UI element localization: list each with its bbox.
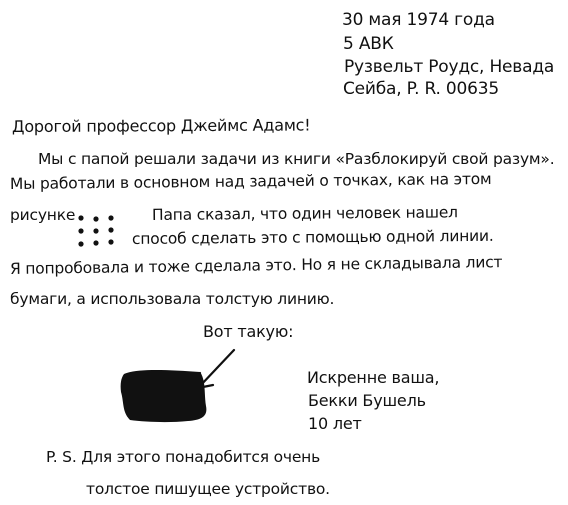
address-line-1: 5 АВК [343, 34, 394, 54]
this-one-label: Вот такую: [203, 322, 294, 341]
letter-line-4: Папа сказал, что один человек нашел [151, 203, 458, 224]
letter-greeting: Дорогой профессор Джеймс Адамс! [11, 115, 311, 136]
thick-line-blob [118, 366, 210, 424]
letter-line-2: Мы работали в основном над задачей о точках, как на этом [9, 169, 492, 193]
address-line-3: Сейба, P. R. 00635 [343, 79, 499, 99]
letter-date: 30 мая 1974 года [342, 10, 495, 30]
letter-line-5: способ сделать это с помощью одной линии. [131, 226, 494, 248]
letter-line-1: Мы с папой решали задачи из книги «Разблокируй свой разум». [38, 150, 555, 168]
postscript-line-1: P. S. Для этого понадобится очень [46, 448, 321, 466]
letter-line-7: бумаги, а использовала толстую линию. [10, 290, 335, 308]
letter-line-3: рисунке [10, 206, 76, 224]
address-line-2: Рузвельт Роудс, Невада [344, 57, 555, 77]
signature-age: 10 лет [308, 414, 362, 433]
closing-line: Искренне ваша, [307, 368, 440, 387]
nine-dots-icon [76, 213, 116, 249]
letter-line-6: Я попробовала и тоже сделала это. Но я не складывала лист [9, 253, 503, 278]
postscript-line-2: толстое пишущее устройство. [86, 480, 330, 498]
signature-name: Бекки Бушель [308, 391, 426, 410]
